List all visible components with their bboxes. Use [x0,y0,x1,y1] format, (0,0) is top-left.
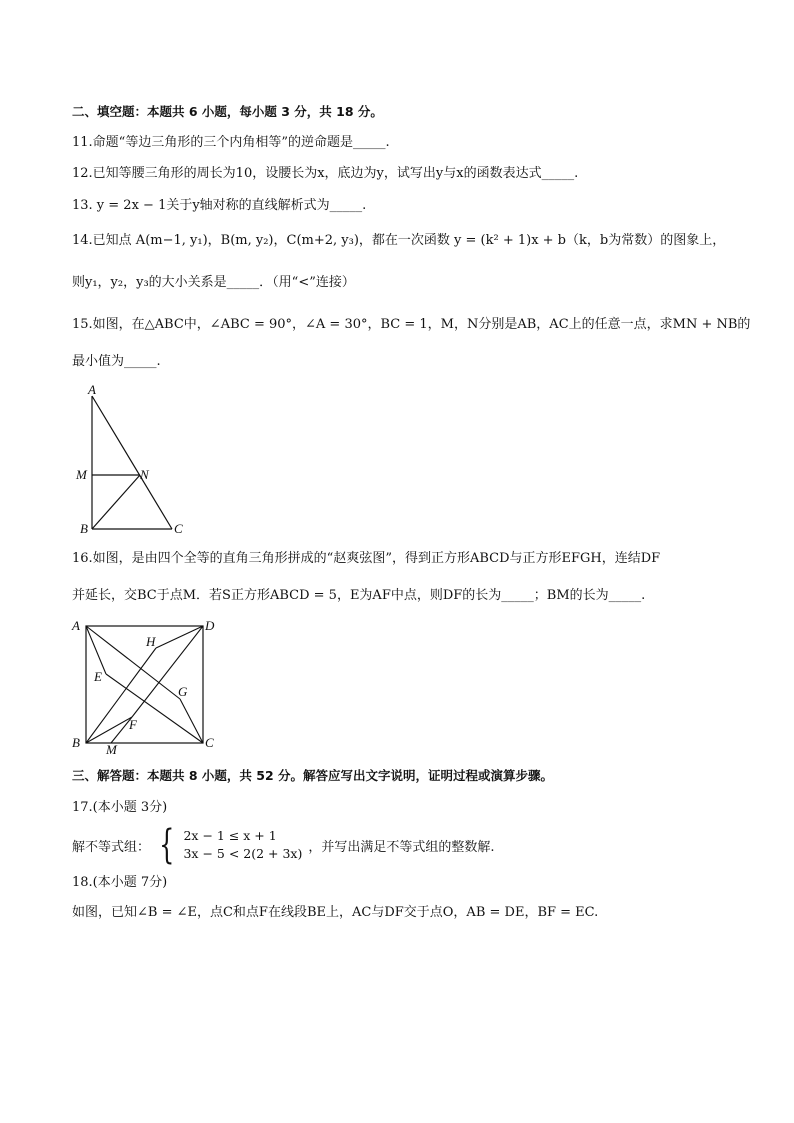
line-ag [86,626,180,699]
label-b: B [80,521,88,536]
line-hd [156,626,203,648]
inequality-1: 2x − 1 ≤ x + 1 [183,828,277,843]
question-18-title: 18.(本小题 7分) [72,875,168,890]
brace-symbol: { [159,822,175,868]
question-15-line1: 15.如图，在△ABC中，∠ABC = 90°，∠A = 30°，BC = 1，M，N分别是AB，AC上的任意一点，求MN + NB的 [72,317,751,332]
question-16-line1: 16.如图，是由四个全等的直角三角形拼成的“赵爽弦图”，得到正方形ABCD与正方形EFGH，连结DF [72,551,661,566]
label-e: E [94,669,102,684]
label-b: B [72,735,80,750]
question-12: 12.已知等腰三角形的周长为10，设腰长为x，底边为y，试写出y与x的函数表达式_____. [72,166,579,181]
triangle-edge-ac [92,396,172,529]
label-c: C [205,735,214,750]
label-m: M [76,467,87,482]
label-n: N [140,467,149,482]
line-ce [106,674,203,743]
label-d: D [205,618,215,633]
inequality-system [183,827,302,863]
label-c: C [174,521,183,536]
label-a: A [72,618,80,633]
question-11: 11.命题“等边三角形的三个内角相等”的逆命题是_____. [72,135,390,150]
label-a: A [88,382,96,397]
section3-header: 三、解答题：本题共 8 小题，共 52 分。解答应写出文字说明，证明过程或演算步骤。 [72,768,554,783]
question-18-text: 如图，已知∠B = ∠E，点C和点F在线段BE上，AC与DF交于点O，AB = DE，BF = EC. [72,905,599,920]
zhao-shuang-figure [68,614,228,754]
question-16-line2: 并延长，交BC于点M．若S正方形ABCD = 5，E为AF中点，则DF的长为_____；BM的长为_____. [72,588,646,603]
label-f: F [129,717,137,732]
section2-header: 二、填空题：本题共 6 小题，每小题 3 分，共 18 分。 [72,104,383,119]
label-h: H [146,634,156,649]
label-m: M [106,742,117,754]
inequality-2: 3x − 5 < 2(2 + 3x) [183,846,303,861]
line-fb [86,717,132,743]
question-15-line2: 最小值为_____. [72,354,161,369]
question-13: 13. y = 2x − 1关于y轴对称的直线解析式为_____. [72,198,367,213]
question-17-title: 17.(本小题 3分) [72,800,168,815]
segment-nb [92,475,140,529]
line-df [132,626,203,717]
question-17-body [72,823,495,867]
label-g: G [178,684,188,699]
triangle-figure [70,382,200,542]
line-gc [180,699,203,743]
question-17-prefix: 解不等式组： [72,839,151,855]
line-bh [86,648,156,743]
question-14-line1: 14.已知点 A(m−1, y₁)，B(m, y₂)，C(m+2, y₃)，都在一次函数 y = (k² + 1)x + b（k，b为常数）的图象上， [72,233,726,248]
question-14-line2: 则y₁，y₂，y₃的大小关系是_____．（用“<”连接） [72,275,355,290]
question-17-suffix: ，并写出满足不等式组的整数解. [308,839,495,855]
